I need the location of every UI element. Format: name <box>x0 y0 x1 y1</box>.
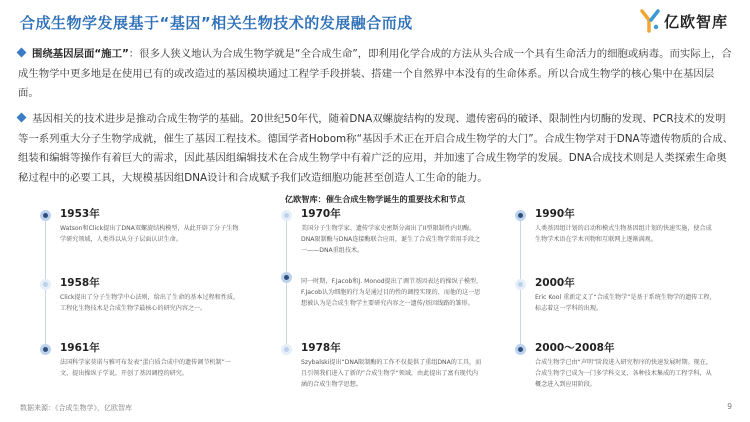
timeline-desc: Eric Kool 重新定义了“合成生物学”是基于系统生物学的遗传工程，标志着这一学科的出现。 <box>535 294 716 312</box>
timeline-year: 1958年 <box>60 277 100 289</box>
paragraph-1 <box>18 45 734 104</box>
timeline-desc: 美国分子生物学家、遗传学家史密斯分离出了II型限制性内切酶。DNA限制酶与DNA连接酶联合应用，诞生了合成生物学常用手段之一——DNA重组技术。 <box>301 225 481 254</box>
timeline-dot <box>40 279 51 290</box>
paragraph-text: ：很多人狭义地认为合成生物学就是“全合成生命”，即利用化学合成的方法从头合成一个具有生命活力的细胞或病毒。而实际上，合成生物学中更多地是在使用已有的或改造过的基因模块通过工程学手段拼装、搭建一个自然界中本没有的生命体系。所以合成生物学的核心集中在基因层面。 <box>18 48 732 99</box>
logo-icon <box>640 9 660 33</box>
timeline-dot <box>515 210 526 221</box>
timeline-connector <box>286 214 287 354</box>
data-source: 数据来源：《合成生物学》，亿欧智库 <box>20 404 132 412</box>
timeline-dot <box>515 279 526 290</box>
timeline-year: 1953年 <box>60 208 100 220</box>
paragraph-lead: 围绕基因层面“施工” <box>32 48 129 60</box>
timeline-desc: 法国科学家莫诺与雅可布发表“蛋白质合成中的遗传调节机制”一文，提出操纵子学说，开创了基因调控的研究。 <box>60 359 231 377</box>
timeline-column-1 <box>40 204 240 394</box>
timeline-desc: 人类基因组计划的启动和模式生物基因组计划的快速实施，使合成生物学术语在学术刊物和互联网上逐渐满观。 <box>535 225 712 243</box>
timeline-dot <box>281 272 292 283</box>
timeline-desc: Watson和Click提出了DNA双螺旋结构模型，从此开辟了分子生物学研究领域，人类得以从分子层面认识生命。 <box>60 225 239 243</box>
timeline-desc: Click提出了分子生物学中心法则，给出了生命的基本过程和性质。工程化生物技术是合成生物学最核心的研究内容之一。 <box>60 294 240 312</box>
timeline-desc: Szybalski提出“DNA限制酶的工作不仅提供了重组DNA的工具，而且引领我们进入了新的”合成生物学“领域，由此提出了富有现代内涵的合成生物学思想。 <box>301 359 482 388</box>
timeline-year: 2000年 <box>535 277 575 289</box>
timeline-desc: 同一时期，F.Jacob和J. Monod提出了调节基因表达的操纵子模型，F.Jacob认为细胞的行为是通过目的性的调控实现的，而他的这一思想被认为是合成生物学主要研究内容之一遗传/基因线路的雏形。 <box>301 278 483 307</box>
timeline-dot <box>40 210 51 221</box>
paragraph-2 <box>18 110 734 188</box>
timeline-year: 1961年 <box>60 342 100 354</box>
timeline-dot <box>40 344 51 355</box>
page-title: 合成生物学发展基于“基因”相关生物技术的发展融合而成 <box>20 14 413 32</box>
timeline-dot <box>515 344 526 355</box>
page-number: 9 <box>727 402 732 411</box>
timeline-year: 1990年 <box>535 208 575 220</box>
diamond-bullet-icon <box>17 113 27 123</box>
timeline <box>0 204 750 394</box>
timeline-column-3 <box>515 204 715 394</box>
timeline-dot <box>281 210 292 221</box>
brand-logo <box>640 9 728 33</box>
timeline-column-2 <box>281 204 481 394</box>
logo-text: 亿欧智库 <box>663 12 728 31</box>
timeline-year: 1978年 <box>301 342 341 354</box>
paragraph-text: 基因相关的技术进步是推动合成生物学的基础。20世纪50年代，随着DNA双螺旋结构的发现、遗传密码的破译、限制性内切酶的发现、PCR技术的发明等一系列重大分子生物学成就，催生了基因工程技术。德国学者Hobom称“基因手术正在开启合成生物学的大门”。合成生物学对于DNA等遗传物质的合成、组装和编辑等操作有着巨大的需求，因此基因组编辑技术在合成生物学中有着广泛的应用，并加速了合成生物学的发展。DNA合成技术则是人类探索生命奥秘过程中的必要工具，大规模基因组DNA设计和合成赋予我们改造细胞功能甚至创造人工生命的能力。 <box>18 113 734 184</box>
diamond-bullet-icon <box>17 48 27 58</box>
timeline-title: 亿欧智库：催生合成生物学诞生的重要技术和节点 <box>284 194 466 204</box>
timeline-year: 1970年 <box>301 208 341 220</box>
timeline-year: 2000～2008年 <box>535 342 615 354</box>
timeline-dot <box>281 344 292 355</box>
timeline-desc: 合成生物学已由“声明”阶段进入研究程序的快速发展时期。现在，合成生物学已成为一门多学科交叉、各种技术集成的工程学科，从概念进入到应用阶段。 <box>535 359 712 388</box>
